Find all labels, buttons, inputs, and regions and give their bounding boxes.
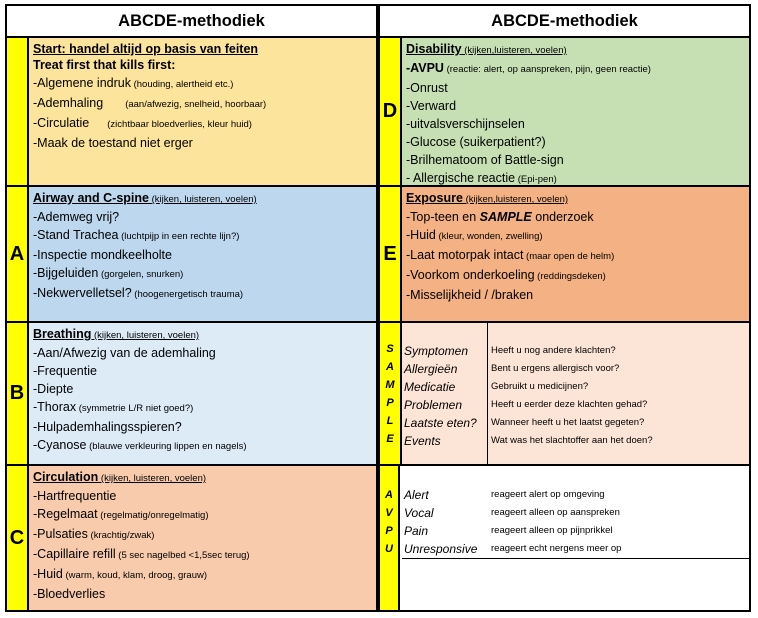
sample-term: Problemen bbox=[404, 398, 463, 412]
airway-content bbox=[29, 187, 376, 321]
sample-question: Wat was het slachtoffer aan het doen? bbox=[491, 435, 653, 446]
list-item: -Verward bbox=[406, 99, 457, 113]
start-content bbox=[29, 38, 376, 185]
avpu-letter: V bbox=[385, 507, 393, 519]
exposure-title: Exposure (kijken,luisteren, voelen) bbox=[406, 191, 569, 205]
sample-letters bbox=[380, 323, 402, 464]
circulation-title: Circulation (kijken, luisteren, voelen) bbox=[33, 470, 207, 484]
sample-question: Heeft u nog andere klachten? bbox=[491, 345, 616, 356]
list-item: -Regelmaat (regelmatig/onregelmatig) bbox=[33, 507, 209, 521]
list-item: -Stand Trachea (luchtpijp in een rechte lijn?) bbox=[33, 228, 240, 242]
disability-content bbox=[402, 38, 749, 185]
sample-term: Symptomen bbox=[404, 344, 469, 358]
list-item: -Algemene indruk (houding, alertheid etc.) bbox=[33, 76, 234, 90]
list-item: -Glucose (suikerpatient?) bbox=[406, 135, 546, 149]
list-item: -Misselijkheid / /braken bbox=[406, 288, 534, 302]
abcde-table bbox=[5, 4, 752, 612]
left-column bbox=[5, 4, 378, 612]
start-title: Start: handel altijd op basis van feiten bbox=[33, 42, 259, 56]
sample-term: Laatste eten? bbox=[404, 416, 477, 430]
list-item: -Cyanose (blauwe verkleuring lippen en nagels) bbox=[33, 438, 247, 452]
sample-letter: L bbox=[386, 414, 394, 427]
avpu-description: reageert echt nergens meer op bbox=[491, 543, 622, 554]
start-subtitle: Treat first that kills first: bbox=[33, 58, 176, 72]
sample-terms bbox=[402, 323, 488, 464]
sample-questions bbox=[488, 323, 749, 464]
avpu-term: Pain bbox=[404, 524, 429, 538]
avpu-terms bbox=[402, 466, 488, 558]
list-item: -AVPU (reactie: alert, op aanspreken, pijn, geen reactie) bbox=[406, 61, 651, 75]
sample-question: Wanneer heeft u het laatst gegeten? bbox=[491, 417, 645, 428]
list-item: -Pulsaties (krachtig/zwak) bbox=[33, 527, 155, 541]
disability-title: Disability (kijken,luisteren, voelen) bbox=[406, 42, 567, 56]
list-item: -Frequentie bbox=[33, 364, 97, 378]
list-item: -Huid (kleur, wonden, zwelling) bbox=[406, 228, 543, 242]
right-header: ABCDE-methodiek bbox=[378, 4, 751, 38]
avpu-letters bbox=[380, 466, 400, 610]
circulation-section bbox=[5, 466, 378, 612]
list-item: -Huid (warm, koud, klam, droog, grauw) bbox=[33, 567, 208, 581]
disability-section bbox=[378, 38, 751, 187]
list-item: -Capillaire refill (5 sec nagelbed <1,5sec terug) bbox=[33, 547, 250, 561]
exposure-section bbox=[378, 187, 751, 323]
start-section bbox=[5, 38, 378, 187]
airway-letter: A bbox=[7, 187, 29, 321]
list-item: -Inspectie mondkeelholte bbox=[33, 248, 172, 262]
avpu-description: reageert alleen op aanspreken bbox=[491, 507, 620, 518]
breathing-letter: B bbox=[7, 323, 29, 464]
list-item: -Ademhaling (aan/afwezig, snelheid, hoorbaar) bbox=[33, 96, 267, 110]
sample-term: Events bbox=[404, 434, 441, 448]
sample-letter: M bbox=[385, 378, 395, 391]
avpu-letter: A bbox=[385, 489, 393, 501]
list-item: -Brilhematoom of Battle-sign bbox=[406, 153, 564, 167]
sample-letter: S bbox=[386, 342, 394, 355]
exposure-content bbox=[402, 187, 749, 321]
airway-section bbox=[5, 187, 378, 323]
list-item: -Laat motorpak intact (maar open de helm) bbox=[406, 248, 615, 262]
list-item: -Bloedverlies bbox=[33, 587, 106, 601]
left-header: ABCDE-methodiek bbox=[5, 4, 378, 38]
right-column bbox=[378, 4, 751, 612]
list-item: -uitvalsverschijnselen bbox=[406, 117, 525, 131]
list-item: -Voorkom onderkoeling (reddingsdeken) bbox=[406, 268, 606, 282]
list-item: -Hulpademhalingsspieren? bbox=[33, 420, 182, 434]
breathing-section bbox=[5, 323, 378, 466]
avpu-term: Unresponsive bbox=[404, 542, 478, 556]
circulation-letter: C bbox=[7, 466, 29, 610]
avpu-descriptions bbox=[488, 466, 749, 558]
start-letter-bar bbox=[7, 38, 29, 185]
sample-section bbox=[378, 323, 751, 466]
list-item: -Circulatie (zichtbaar bloedverlies, kleur huid) bbox=[33, 116, 252, 130]
disability-letter: D bbox=[380, 38, 402, 185]
list-item: -Bijgeluiden (gorgelen, snurken) bbox=[33, 266, 184, 280]
airway-title: Airway and C-spine (kijken, luisteren, voelen) bbox=[33, 191, 257, 205]
list-item: -Nekwervelletsel? (hoogenergetisch trauma) bbox=[33, 286, 244, 300]
avpu-letter: U bbox=[385, 543, 393, 555]
list-item: -Aan/Afwezig van de ademhaling bbox=[33, 346, 216, 360]
avpu-description: reageert alert op omgeving bbox=[491, 489, 605, 500]
sample-question: Gebruikt u medicijnen? bbox=[491, 381, 589, 392]
list-item: -Maak de toestand niet erger bbox=[33, 136, 193, 150]
sample-letter: A bbox=[386, 360, 394, 373]
list-item: -Onrust bbox=[406, 81, 448, 95]
sample-letter: E bbox=[386, 432, 394, 445]
avpu-table bbox=[402, 466, 749, 559]
avpu-section bbox=[378, 466, 751, 612]
avpu-description: reageert alleen op pijnprikkel bbox=[491, 525, 613, 536]
list-item: - Allergische reactie (Epi-pen) bbox=[406, 171, 557, 185]
circulation-content bbox=[29, 466, 376, 610]
sample-question: Heeft u eerder deze klachten gehad? bbox=[491, 399, 648, 410]
sample-term: Medicatie bbox=[404, 380, 456, 394]
sample-letter: P bbox=[386, 396, 394, 409]
breathing-title: Breathing (kijken, luisteren, voelen) bbox=[33, 327, 200, 341]
list-item: -Hartfrequentie bbox=[33, 489, 117, 503]
list-item: -Top-teen en SAMPLE onderzoek bbox=[406, 210, 594, 224]
breathing-content bbox=[29, 323, 376, 464]
avpu-letter: P bbox=[385, 525, 393, 537]
list-item: -Diepte bbox=[33, 382, 74, 396]
avpu-term: Vocal bbox=[404, 506, 434, 520]
sample-term: Allergieën bbox=[404, 362, 458, 376]
list-item: -Thorax (symmetrie L/R niet goed?) bbox=[33, 400, 194, 414]
exposure-letter: E bbox=[380, 187, 402, 321]
avpu-term: Alert bbox=[404, 488, 429, 502]
list-item: -Ademweg vrij? bbox=[33, 210, 120, 224]
sample-question: Bent u ergens allergisch voor? bbox=[491, 363, 620, 374]
